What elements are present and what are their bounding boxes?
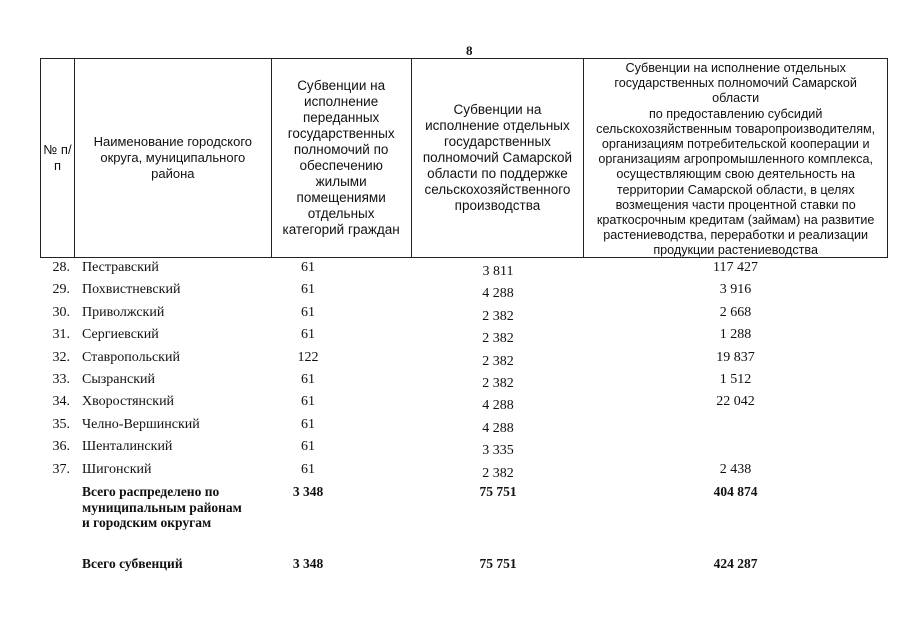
header-agriculture-subvention: Субвенции на исполнение отдельных государственных полномочий Самарской области по поддержке сельскохозяйственного производства	[412, 59, 585, 257]
row-district-name: Шенталинский	[82, 439, 173, 455]
row-interest-value: 3 916	[719, 282, 752, 298]
table-row	[40, 280, 888, 302]
row-district-name: Приволжский	[82, 304, 165, 320]
row-number: 36.	[52, 439, 70, 455]
row-agriculture-value: 4 288	[482, 420, 514, 436]
total-distributed-row	[40, 484, 888, 550]
header-interest-rate-line: возмещения части процентной ставки по	[615, 197, 856, 212]
row-housing-value: 61	[301, 461, 315, 477]
row-housing-value: 122	[297, 349, 319, 365]
header-housing-subvention: Субвенции на исполнение переданных государственных полномочий по обеспечению жилыми помещениями отдельных категорий граждан	[272, 59, 412, 257]
row-number: 28.	[52, 260, 70, 275]
row-interest-value: 1 512	[719, 371, 752, 387]
row-district-name: Сергиевский	[82, 327, 159, 343]
row-district-name: Хворостянский	[82, 394, 175, 410]
table-body	[40, 258, 888, 482]
row-number: 32.	[52, 349, 70, 365]
header-interest-rate-subvention	[584, 59, 888, 257]
table-row	[40, 258, 888, 280]
header-number: № п/п	[41, 59, 75, 257]
table-row	[40, 437, 888, 459]
row-housing-value: 61	[301, 260, 315, 275]
total-distributed-interest: 404 874	[713, 484, 758, 499]
row-district-name: Ставропольский	[82, 349, 180, 365]
row-district-name: Шигонский	[82, 461, 152, 477]
table-row	[40, 370, 888, 392]
total-distributed-housing: 3 348	[292, 484, 324, 499]
row-interest-value: 2 438	[719, 461, 752, 477]
header-interest-rate-line: организациям потребительской кооперации и	[601, 137, 870, 152]
header-interest-rate-line: государственных полномочий Самарской области	[614, 76, 857, 106]
total-all-label: Всего субвенций	[82, 556, 183, 571]
row-number: 33.	[52, 371, 70, 387]
row-district-name: Пестравский	[82, 260, 159, 275]
header-interest-rate-line: по предоставлению субсидий	[648, 106, 823, 121]
row-number: 34.	[52, 394, 70, 410]
row-interest-value: 2 668	[719, 304, 752, 320]
row-agriculture-value: 2 382	[482, 353, 514, 369]
row-district-name: Челно-Вершинский	[82, 416, 200, 432]
row-housing-value: 61	[301, 327, 315, 343]
row-agriculture-value: 2 382	[482, 308, 514, 324]
row-housing-value: 61	[301, 394, 315, 410]
header-interest-rate-subvention-text	[590, 61, 881, 259]
table-row	[40, 348, 888, 370]
row-agriculture-value: 2 382	[482, 331, 514, 347]
header-interest-rate-line: продукции растениеводства	[653, 243, 818, 258]
row-interest-value: 1 288	[719, 327, 752, 343]
row-number: 30.	[52, 304, 70, 320]
table-row	[40, 325, 888, 347]
table-row	[40, 460, 888, 482]
total-all-interest: 424 287	[713, 556, 758, 571]
page-number: 8	[466, 43, 473, 58]
row-district-name: Сызранский	[82, 371, 155, 387]
row-housing-value: 61	[301, 282, 315, 298]
row-housing-value: 61	[301, 304, 315, 320]
header-interest-rate-line: краткосрочным кредитам (займам) на развитие	[596, 213, 875, 228]
table-row	[40, 415, 888, 437]
header-interest-rate-line: растениеводства, переработки и реализации	[603, 228, 869, 243]
total-all-housing: 3 348	[292, 556, 324, 571]
row-housing-value: 61	[301, 416, 315, 432]
row-agriculture-value: 2 382	[482, 375, 514, 391]
total-distributed-label: Всего распределено по муниципальным районам и городским округам	[82, 484, 242, 531]
table-row	[40, 392, 888, 414]
header-interest-rate-line: сельскохозяйственным товаропроизводителям,	[596, 121, 876, 136]
table-header	[40, 58, 888, 258]
header-interest-rate-line: организациям агропромышленного комплекса,	[598, 152, 873, 167]
header-interest-rate-line: осуществляющим свою деятельность на	[616, 167, 855, 182]
row-housing-value: 61	[301, 371, 315, 387]
row-agriculture-value: 4 288	[482, 398, 514, 414]
table-row	[40, 303, 888, 325]
row-interest-value: 22 042	[716, 394, 755, 410]
row-number: 31.	[52, 327, 70, 343]
row-number: 37.	[52, 461, 70, 477]
row-agriculture-value: 4 288	[482, 286, 514, 302]
header-district-name: Наименование городского округа, муниципального района	[75, 59, 272, 257]
row-agriculture-value: 3 335	[482, 443, 514, 459]
total-all-agriculture: 75 751	[479, 556, 517, 571]
row-number: 35.	[52, 416, 70, 432]
total-distributed-agriculture: 75 751	[479, 484, 517, 499]
row-interest-value: 19 837	[716, 349, 755, 365]
header-interest-rate-line: территории Самарской области, в целях	[616, 182, 855, 197]
header-interest-rate-line: Субвенции на исполнение отдельных	[625, 61, 846, 75]
row-agriculture-value: 3 811	[482, 264, 514, 279]
row-interest-value: 117 427	[713, 260, 758, 275]
row-district-name: Похвистневский	[82, 282, 181, 298]
row-housing-value: 61	[301, 439, 315, 455]
row-number: 29.	[52, 282, 70, 298]
row-agriculture-value: 2 382	[482, 465, 514, 481]
total-all-row	[40, 556, 888, 576]
